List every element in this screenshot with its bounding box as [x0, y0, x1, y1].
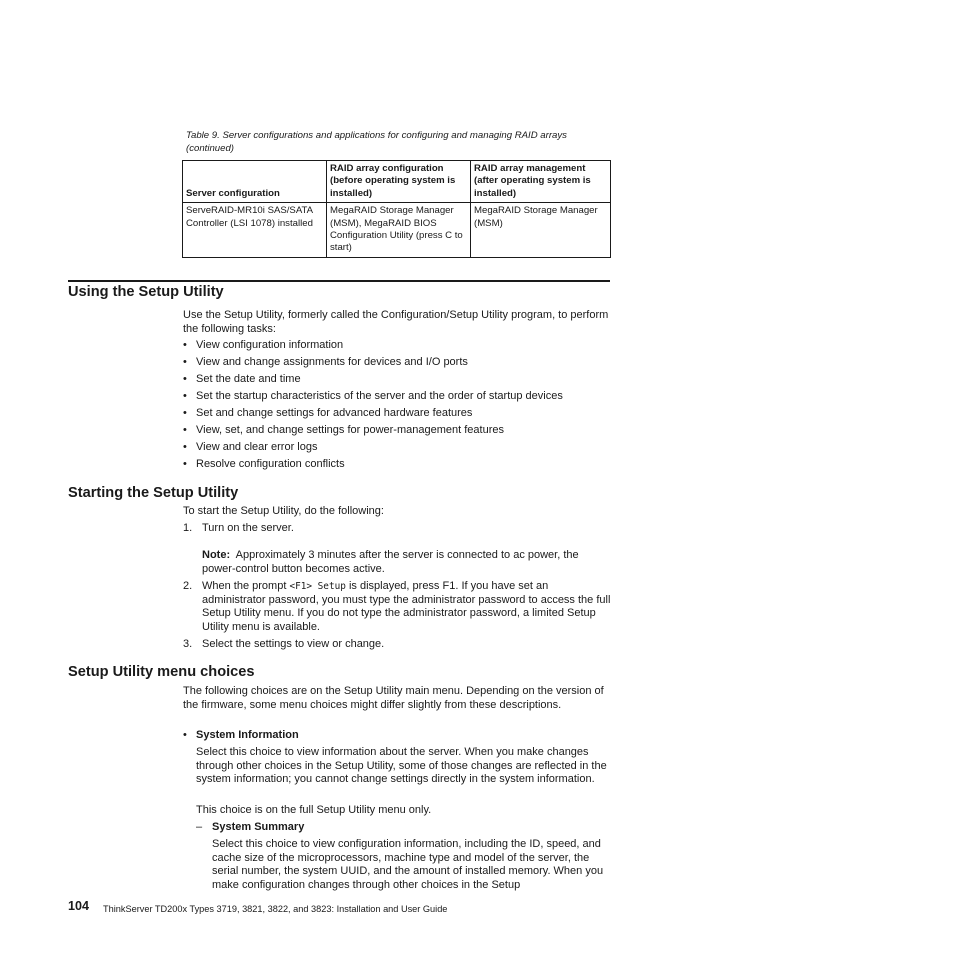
system-information-desc: Select this choice to view information about the server. When you make changes through other choices in the Setup Utility, some of those changes are reflected in the system information; you cannot change settings directly in the system information.: [196, 746, 607, 786]
table-cell: MegaRAID Storage Manager (MSM), MegaRAID BIOS Configuration Utility (press C to start): [327, 203, 471, 258]
system-summary-title: System Summary: [212, 821, 305, 833]
list-item: • View configuration information: [183, 339, 613, 356]
table-row: [183, 203, 611, 258]
table-header-cell: RAID array management (after operating system is installed): [471, 161, 611, 203]
note-text: Approximately 3 minutes after the server is connected to ac power, the power-control button becomes active.: [202, 549, 579, 575]
note-block: [202, 549, 614, 576]
list-item: • Set the date and time: [183, 373, 613, 390]
list-item: • Set the startup characteristics of the server and the order of startup devices: [183, 390, 613, 407]
step-number: 1.: [183, 522, 193, 534]
note-label: Note:: [202, 549, 231, 561]
raid-config-table: [182, 160, 611, 258]
section-divider: [68, 280, 610, 282]
heading-setup-menu-choices: Setup Utility menu choices: [68, 664, 255, 680]
step-number: 2.: [183, 580, 193, 592]
system-information-title: System Information: [196, 729, 299, 741]
step-2: [202, 580, 614, 634]
list-item: • Resolve configuration conflicts: [183, 458, 613, 475]
step-3: Select the settings to view or change.: [202, 638, 385, 650]
heading-starting-setup-utility: Starting the Setup Utility: [68, 485, 239, 501]
system-summary-desc: Select this choice to view configuration information, including the ID, speed, and cache size of the microprocessors, machine type and model of the server, the serial number, the system UUID, and the amount of installed memory. When you make configuration changes through other choices in the Setup: [212, 838, 604, 891]
starting-intro: To start the Setup Utility, do the following:: [183, 505, 384, 517]
table-caption: Table 9. Server configurations and applications for configuring and managing RAID arrays (continued): [186, 130, 567, 154]
setup-utility-intro: Use the Setup Utility, formerly called the Configuration/Setup Utility program, to perform the following tasks:: [183, 309, 609, 335]
bullet: •: [183, 729, 187, 741]
table-header-row: [183, 161, 611, 203]
step-1: Turn on the server.: [202, 522, 294, 534]
step-2-text-post: is displayed, press F1. If you have set an administrator password, you must type the administrator password to access the full Setup Utility menu. If you do not type the administrator password, a limited Setup Utility menu is available.: [202, 580, 611, 633]
menu-choices-intro: The following choices are on the Setup Utility main menu. Depending on the version of the firmware, some menu choices might differ slightly from these descriptions.: [183, 685, 604, 711]
step-2-text-pre: When the prompt: [202, 580, 290, 592]
table-header-cell: RAID array configuration (before operating system is installed): [327, 161, 471, 203]
list-item: • Set and change settings for advanced hardware features: [183, 407, 613, 424]
f1-setup-prompt: <F1> Setup: [289, 581, 346, 592]
setup-task-list: [183, 339, 613, 475]
step-number: 3.: [183, 638, 193, 650]
system-information-note: This choice is on the full Setup Utility menu only.: [196, 804, 432, 816]
page-number: 104: [68, 899, 90, 913]
footer-title: ThinkServer TD200x Types 3719, 3821, 3822, and 3823: Installation and User Guide: [103, 904, 448, 914]
dash: –: [196, 821, 203, 833]
heading-using-setup-utility: Using the Setup Utility: [68, 284, 224, 300]
table-header-cell: Server configuration: [183, 161, 327, 203]
list-item: • View and clear error logs: [183, 441, 613, 458]
list-item: • View and change assignments for devices and I/O ports: [183, 356, 613, 373]
list-item: • View, set, and change settings for power-management features: [183, 424, 613, 441]
table-cell: ServeRAID-MR10i SAS/SATA Controller (LSI 1078) installed: [183, 203, 327, 258]
table-cell: MegaRAID Storage Manager (MSM): [471, 203, 611, 258]
